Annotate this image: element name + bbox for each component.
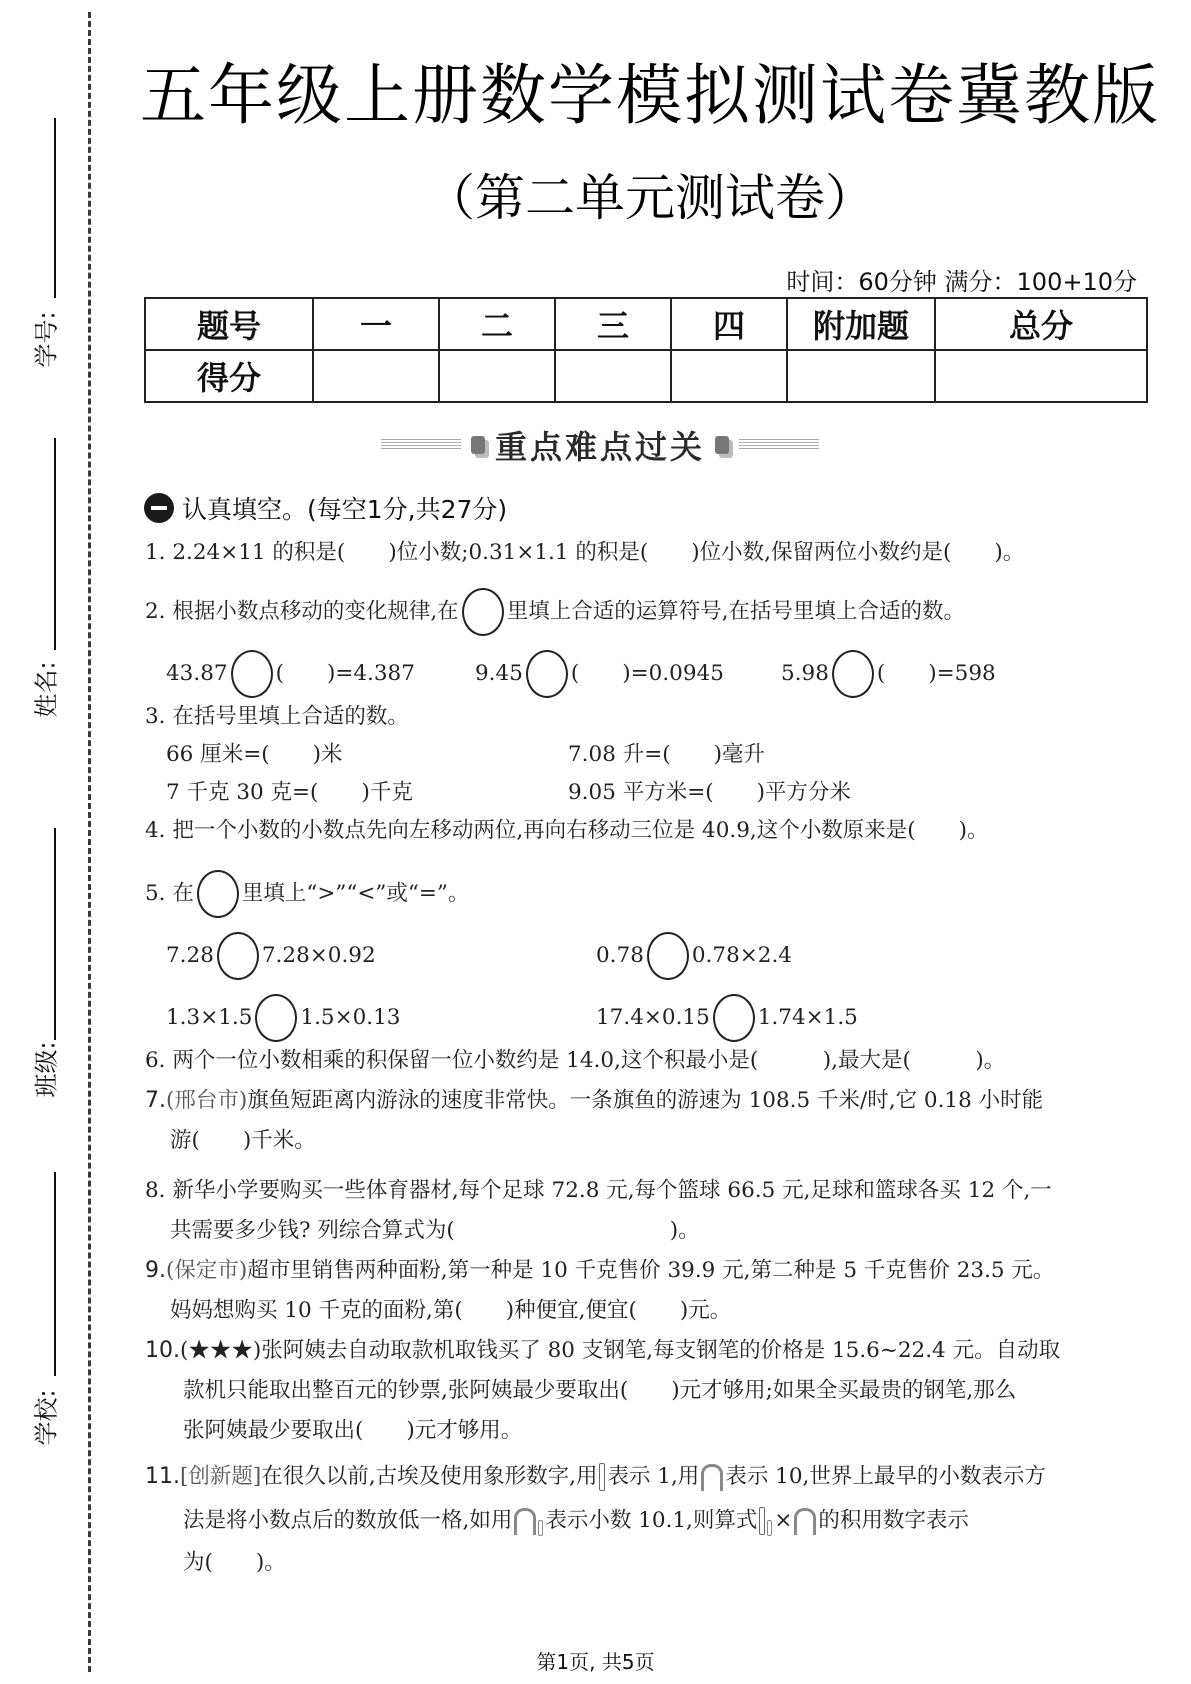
egyptian-small-one-icon bbox=[538, 1520, 543, 1536]
egyptian-ten-icon bbox=[794, 1508, 816, 1535]
score-header-cell: 三 bbox=[555, 298, 671, 350]
answer-circle[interactable] bbox=[217, 932, 259, 980]
egyptian-ten-icon bbox=[514, 1508, 536, 1535]
question-10-line3: 张阿姨最少要取出( )元才够用。 bbox=[183, 1418, 523, 1443]
question-3-item: 7.08 升=( )毫升 bbox=[568, 742, 765, 767]
page-subtitle: （第二单元测试卷） bbox=[425, 169, 875, 227]
question-11-text: 在很久以前,古埃及使用象形数字,用 bbox=[261, 1464, 598, 1489]
question-3-item: 66 厘米=( )米 bbox=[166, 742, 343, 767]
question-tag: (邢台市) bbox=[166, 1088, 248, 1113]
score-table-score-row bbox=[145, 350, 1147, 402]
item-right: 1.5×0.13 bbox=[300, 1005, 401, 1030]
page-number: 第1页, 共5页 bbox=[536, 1650, 655, 1674]
question-10-line2: 款机只能取出整百元的钞票,张阿姨最少要取出( )元才够用;如果全买最贵的钢笔,那么 bbox=[183, 1378, 1017, 1403]
page-title: 五年级上册数学模拟测试卷冀教版 bbox=[140, 57, 1160, 134]
score-header-cell: 一 bbox=[313, 298, 439, 350]
binding-dashed-line bbox=[88, 12, 91, 1672]
egyptian-small-one-icon bbox=[767, 1520, 772, 1536]
score-row-label: 得分 bbox=[145, 350, 313, 402]
question-3-item: 9.05 平方米=( )平方分米 bbox=[568, 780, 851, 805]
question-7 bbox=[145, 1086, 1043, 1116]
question-10 bbox=[145, 1336, 1060, 1366]
score-header-cell: 四 bbox=[671, 298, 787, 350]
student-id-label: 学号: bbox=[32, 311, 61, 368]
question-6: 6. 两个一位小数相乘的积保留一位小数约是 14.0,这个积最小是( ),最大是( )。 bbox=[145, 1048, 1006, 1073]
question-2-item bbox=[781, 650, 996, 698]
question-3: 3. 在括号里填上合适的数。 bbox=[145, 704, 409, 729]
item-right: 7.28×0.92 bbox=[261, 943, 376, 968]
score-cell[interactable] bbox=[555, 350, 671, 402]
question-5-text-b: 里填上“>”“<”或“=”。 bbox=[241, 881, 470, 906]
question-7-line2: 游( )千米。 bbox=[170, 1128, 316, 1153]
question-5-item bbox=[596, 932, 792, 980]
section-title: 认真填空。(每空1分,共27分) bbox=[182, 495, 508, 524]
question-2 bbox=[145, 588, 965, 636]
question-5-item bbox=[166, 994, 400, 1042]
answer-circle[interactable] bbox=[832, 650, 874, 698]
score-header-cell: 题号 bbox=[145, 298, 313, 350]
question-11-text: 表示 10,世界上最早的小数表示方 bbox=[725, 1464, 1046, 1489]
question-5-text-a: 5. 在 bbox=[145, 881, 194, 906]
score-header-cell: 二 bbox=[439, 298, 555, 350]
score-header-cell: 总分 bbox=[935, 298, 1147, 350]
section-heading bbox=[144, 490, 507, 526]
score-cell[interactable] bbox=[935, 350, 1147, 402]
score-cell[interactable] bbox=[439, 350, 555, 402]
question-2-item bbox=[475, 650, 724, 698]
name-label: 姓名: bbox=[32, 661, 61, 718]
item-right: 1.74×1.5 bbox=[757, 1005, 858, 1030]
class-label: 班级: bbox=[32, 1041, 61, 1098]
score-table-header-row bbox=[145, 298, 1147, 350]
question-8-line1: 8. 新华小学要购买一些体育器材,每个足球 72.8 元,每个篮球 66.5 元,足球和篮球各买 12 个,一 bbox=[145, 1178, 1052, 1203]
question-number: 11. bbox=[145, 1464, 180, 1489]
question-tag: (保定市) bbox=[166, 1258, 248, 1283]
item-right: ( )=0.0945 bbox=[570, 661, 724, 686]
egyptian-one-icon bbox=[599, 1463, 605, 1491]
question-11-text: 表示小数 10.1,则算式 bbox=[545, 1508, 758, 1533]
question-5-item bbox=[596, 994, 858, 1042]
question-tag: [创新题] bbox=[180, 1464, 262, 1489]
difficulty-stars: (★★★) bbox=[180, 1338, 262, 1363]
section-number-one-icon bbox=[144, 493, 174, 523]
question-5-item bbox=[166, 932, 376, 980]
answer-circle[interactable] bbox=[462, 588, 504, 636]
class-underline bbox=[54, 828, 56, 1040]
item-right: ( )=4.387 bbox=[275, 661, 415, 686]
egyptian-ten-icon bbox=[701, 1464, 723, 1491]
question-number: 10. bbox=[145, 1338, 180, 1363]
item-left: 5.98 bbox=[781, 661, 829, 686]
banner-square-icon bbox=[715, 436, 729, 454]
name-underline bbox=[54, 438, 56, 650]
item-left: 9.45 bbox=[475, 661, 523, 686]
score-cell[interactable] bbox=[671, 350, 787, 402]
answer-circle[interactable] bbox=[231, 650, 273, 698]
question-7-line1: 旗鱼短距离内游泳的速度非常快。一条旗鱼的游速为 108.5 千米/时,它 0.18 小时能 bbox=[247, 1088, 1044, 1113]
student-id-underline bbox=[54, 118, 56, 298]
question-number: 7. bbox=[145, 1088, 166, 1113]
egyptian-one-icon bbox=[759, 1507, 765, 1535]
question-4: 4. 把一个小数的小数点先向左移动两位,再向右移动三位是 40.9,这个小数原来是( )。 bbox=[145, 818, 989, 843]
item-left: 7.28 bbox=[166, 943, 214, 968]
item-left: 43.87 bbox=[166, 661, 228, 686]
banner-square-icon bbox=[471, 436, 485, 454]
question-9 bbox=[145, 1256, 1054, 1286]
question-2-text-a: 2. 根据小数点移动的变化规律,在 bbox=[145, 599, 459, 624]
answer-circle[interactable] bbox=[526, 650, 568, 698]
question-8-line2: 共需要多少钱? 列综合算式为( )。 bbox=[170, 1218, 700, 1243]
question-11-line2 bbox=[183, 1506, 969, 1536]
question-1: 1. 2.24×11 的积是( )位小数;0.31×1.1 的积是( )位小数,保留两位小数约是( )。 bbox=[145, 540, 1025, 565]
score-table bbox=[144, 297, 1148, 403]
question-2-text-b: 里填上合适的运算符号,在括号里填上合适的数。 bbox=[506, 599, 966, 624]
item-left: 17.4×0.15 bbox=[596, 1005, 710, 1030]
banner-decoration-right bbox=[739, 439, 819, 451]
question-9-line2: 妈妈想购买 10 千克的面粉,第( )种便宜,便宜( )元。 bbox=[170, 1298, 732, 1323]
school-underline bbox=[54, 1172, 56, 1376]
question-2-item bbox=[166, 650, 415, 698]
question-11-text: 法是将小数点后的数放低一格,如用 bbox=[183, 1508, 513, 1533]
question-11-text: 的积用数字表示 bbox=[818, 1508, 969, 1533]
item-left: 0.78 bbox=[596, 943, 644, 968]
item-right: ( )=598 bbox=[876, 661, 996, 686]
item-left: 1.3×1.5 bbox=[166, 1005, 253, 1030]
answer-circle[interactable] bbox=[255, 994, 297, 1042]
question-3-item: 7 千克 30 克=( )千克 bbox=[166, 780, 413, 805]
answer-circle[interactable] bbox=[713, 994, 755, 1042]
question-5 bbox=[145, 870, 469, 918]
banner-decoration-left bbox=[381, 439, 461, 451]
banner-title: 重点难点过关 bbox=[494, 428, 705, 466]
question-9-line1: 超市里销售两种面粉,第一种是 10 千克售价 39.9 元,第二种是 5 千克售价 23.5 元。 bbox=[247, 1258, 1055, 1283]
question-11-line3: 为( )。 bbox=[183, 1550, 286, 1575]
multiply-sign: × bbox=[774, 1508, 793, 1533]
answer-circle[interactable] bbox=[647, 932, 689, 980]
school-label: 学校: bbox=[32, 1389, 61, 1446]
section-banner bbox=[380, 420, 820, 470]
score-cell[interactable] bbox=[787, 350, 935, 402]
question-10-line1: 张阿姨去自动取款机取钱买了 80 支钢笔,每支钢笔的价格是 15.6~22.4 元。自动取 bbox=[261, 1338, 1061, 1363]
score-cell[interactable] bbox=[313, 350, 439, 402]
question-11-text: 表示 1,用 bbox=[607, 1464, 700, 1489]
question-11 bbox=[145, 1462, 1046, 1492]
exam-meta: 时间：60分钟 满分：100+10分 bbox=[786, 268, 1137, 296]
score-header-cell: 附加题 bbox=[787, 298, 935, 350]
item-right: 0.78×2.4 bbox=[691, 943, 792, 968]
question-number: 9. bbox=[145, 1258, 166, 1283]
answer-circle[interactable] bbox=[197, 870, 239, 918]
